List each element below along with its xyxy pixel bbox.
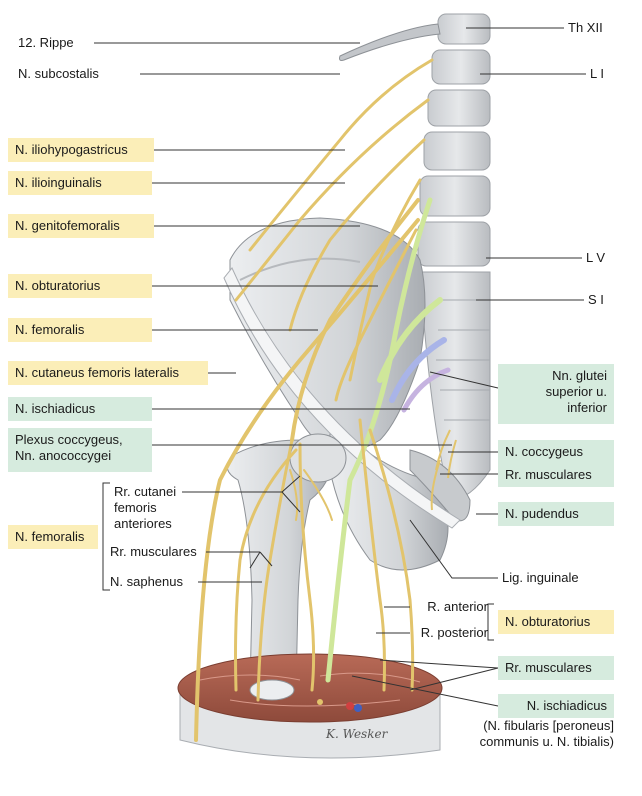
label-iliohypogastric-nerve xyxy=(8,138,154,162)
label-text: N. femoralis xyxy=(15,529,85,544)
label-muscular-branches-upper xyxy=(498,463,614,487)
rib-12 xyxy=(340,24,441,61)
label-inguinal-ligament: Lig. inguinale xyxy=(502,570,579,585)
label-genitofemoral-nerve xyxy=(8,214,154,238)
label-th12: Th XII xyxy=(568,20,603,35)
vertebral-column xyxy=(418,14,490,500)
label-text: N. coccygeus xyxy=(505,444,584,459)
label-muscular-branches-lower xyxy=(498,656,614,680)
thigh-cross-section xyxy=(178,654,442,758)
label-text: N. ilioinguinalis xyxy=(15,175,102,190)
label-text-line2: communis u. N. tibialis) xyxy=(479,734,614,749)
label-text: N. femoralis xyxy=(15,322,85,337)
label-text-line2: femoris xyxy=(114,500,157,515)
label-coccygeal-nerve xyxy=(498,440,614,464)
label-text-line1: Rr. cutanei xyxy=(114,484,177,499)
label-lateral-femoral-cutaneous-nerve xyxy=(8,361,208,385)
label-saphenous-nerve: N. saphenus xyxy=(110,574,183,589)
label-femoral-muscular-branches: Rr. musculares xyxy=(110,544,197,559)
label-subcostal-nerve: N. subcostalis xyxy=(18,66,99,81)
label-12th-rib: 12. Rippe xyxy=(18,35,74,50)
label-text: Rr. musculares xyxy=(505,467,592,482)
label-text: N. cutaneus femoris lateralis xyxy=(15,365,180,380)
label-text: N. ischiadicus xyxy=(15,401,96,416)
label-gluteal-nerves xyxy=(498,364,614,424)
label-text-line3: inferior xyxy=(567,400,607,415)
label-anterior-branch: R. anterior xyxy=(427,599,488,614)
label-text: N. ischiadicus xyxy=(526,698,607,713)
label-text-line2: superior u. xyxy=(545,384,607,399)
label-pudendal-nerve xyxy=(498,502,614,526)
label-posterior-branch: R. posterior xyxy=(420,625,488,640)
label-text-line1: Plexus coccygeus, xyxy=(15,432,123,447)
label-text: N. obturatorius xyxy=(505,614,591,629)
label-s1: S I xyxy=(588,292,604,307)
label-text: N. pudendus xyxy=(505,506,579,521)
label-obturator-nerve-right xyxy=(498,610,614,634)
label-l5: L V xyxy=(586,250,606,265)
label-sciatic-nerve-right xyxy=(498,694,614,718)
label-sciatic-subdivisions xyxy=(440,718,614,750)
label-text: N. obturatorius xyxy=(15,278,101,293)
artist-signature: K. Wesker xyxy=(326,727,388,741)
label-text-line1: (N. fibularis [peroneus] xyxy=(483,718,614,733)
label-text: N. iliohypogastricus xyxy=(15,142,128,157)
label-text-line3: anteriores xyxy=(114,516,172,531)
label-anterior-cutaneous-branches xyxy=(114,484,176,532)
label-ilioinguinal-nerve xyxy=(8,171,152,195)
label-sciatic-nerve-left xyxy=(8,397,152,421)
label-obturator-nerve xyxy=(8,274,152,298)
label-text: Rr. musculares xyxy=(505,660,592,675)
label-femoral-nerve xyxy=(8,318,152,342)
label-text: N. genitofemoralis xyxy=(15,218,120,233)
label-text-line2: Nn. anococcygei xyxy=(15,448,112,463)
label-l1: L I xyxy=(590,66,604,81)
label-text-line1: Nn. glutei xyxy=(552,368,607,383)
label-coccygeal-plexus xyxy=(8,428,152,472)
label-femoral-nerve-branches xyxy=(8,525,98,549)
